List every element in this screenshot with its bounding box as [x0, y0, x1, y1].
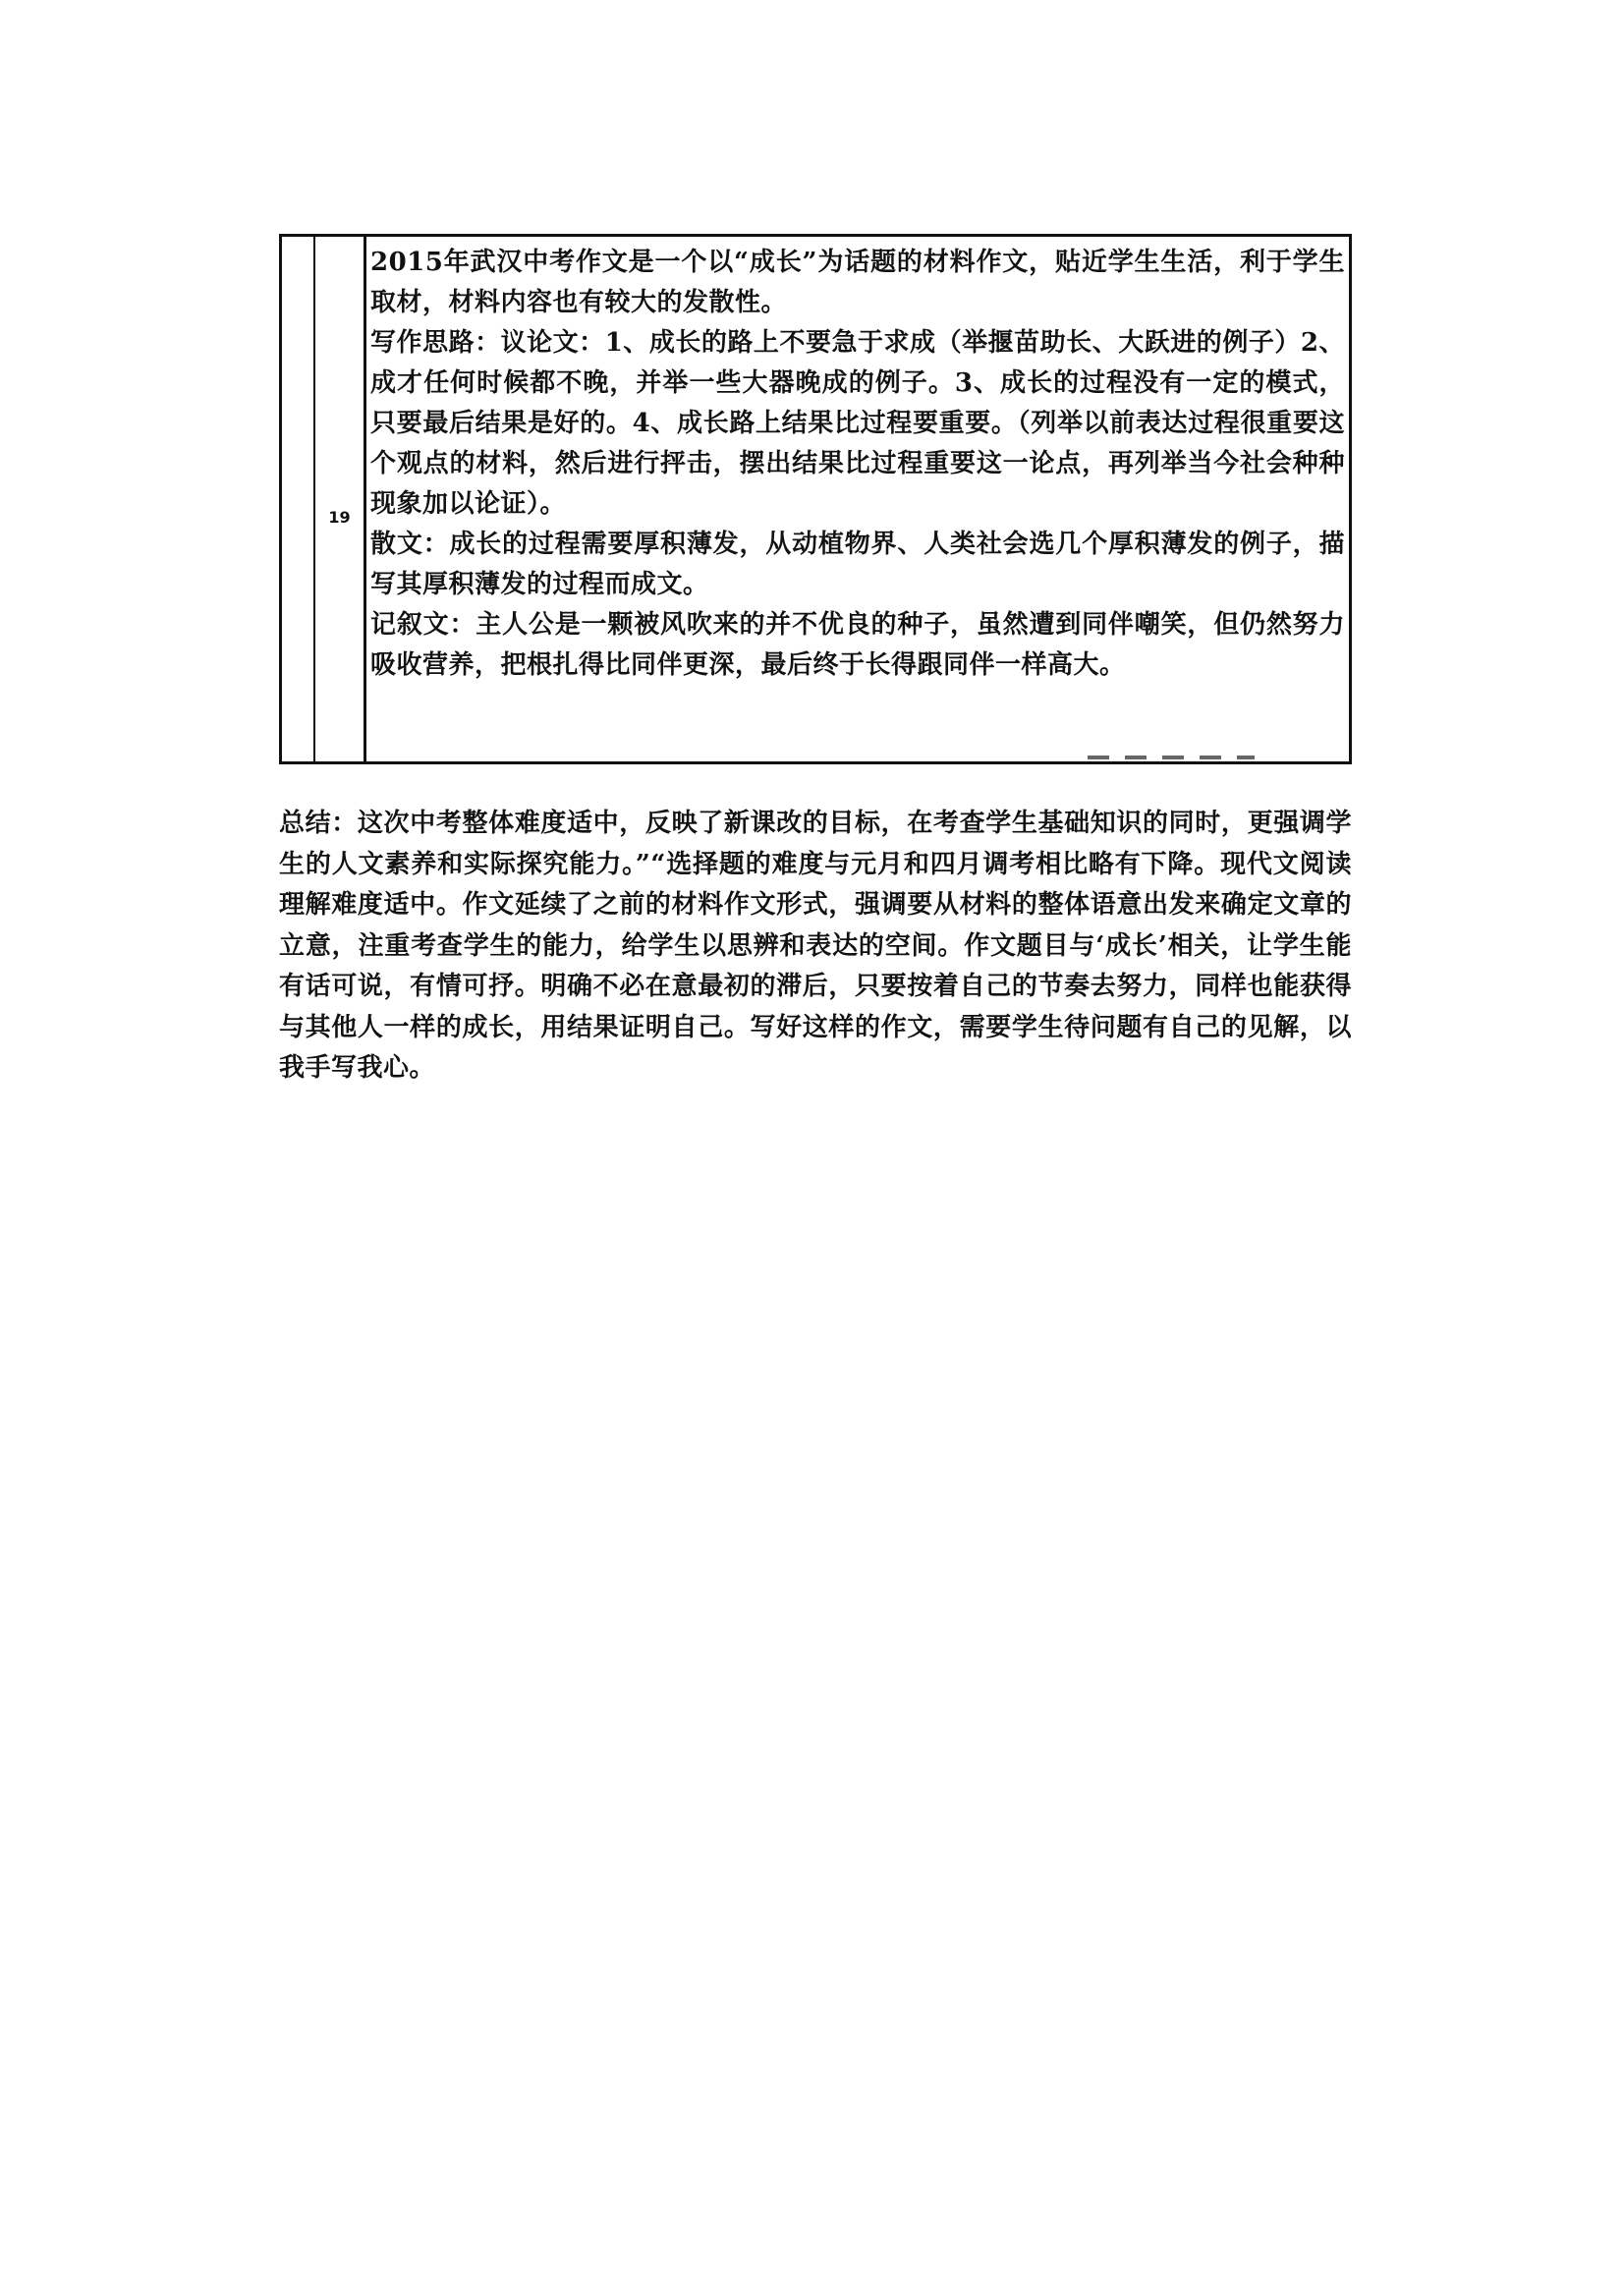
- answer-argumentative-paragraph: 写作思路：议论文：1、成长的路上不要急于求成（举揠苗助长、大跃进的例子）2、成才任何时候都不晚，并举一些大器晚成的例子。3、成长的过程没有一定的模式，只要最后结果是好的。4、成长路上结果比过程要重要。（列举以前表达过程很重要这个观点的材料，然后进行抨击，摆出结果比过程重要这一论点，再列举当今社会种种现象加以论证）。: [370, 328, 1345, 519]
- summary-text: 这次中考整体难度适中，反映了新课改的目标，在考查学生基础知识的同时，更强调学生的人文素养和实际探究能力。”“选择题的难度与元月和四月调考相比略有下降。现代文阅读理解难度适中。作文延续了之前的材料作文形式，强调要从材料的整体语意出发来确定文章的立意，注重考查学生的能力，给学生以思辨和表达的空间。作文题目与‘成长’相关，让学生能有话可说，有情可抒。明确不必在意最初的滞后，只要按着自己的节奏去努力，同样也能获得与其他人一样的成长，用结果证明自己。写好这样的作文，需要学生待问题有自己的见解，以我手写我心。: [279, 809, 1352, 1083]
- question-number: 19: [328, 508, 351, 527]
- answer-prose-paragraph: 散文：成长的过程需要厚积薄发，从动植物界、人类社会选几个厚积薄发的例子，描写其厚积薄发的过程而成文。: [370, 530, 1345, 599]
- answer-intro-paragraph: 2015年武汉中考作文是一个以“成长”为话题的材料作文，贴近学生生活，利于学生取材，材料内容也有较大的发散性。: [370, 248, 1345, 317]
- table-number-column: [315, 237, 366, 761]
- answer-table: [279, 234, 1352, 764]
- answer-narrative-paragraph: 记叙文：主人公是一颗被风吹来的并不优良的种子，虽然遭到同伴嘲笑，但仍然努力吸收营养，把根扎得比同伴更深，最后终于长得跟同伴一样高大。: [370, 610, 1345, 680]
- summary-paragraph: [279, 804, 1352, 1090]
- table-blank-column: [282, 237, 315, 761]
- faint-scan-marks: [1088, 756, 1255, 759]
- summary-label: 总结：: [279, 809, 358, 838]
- answer-content-cell: [366, 237, 1349, 761]
